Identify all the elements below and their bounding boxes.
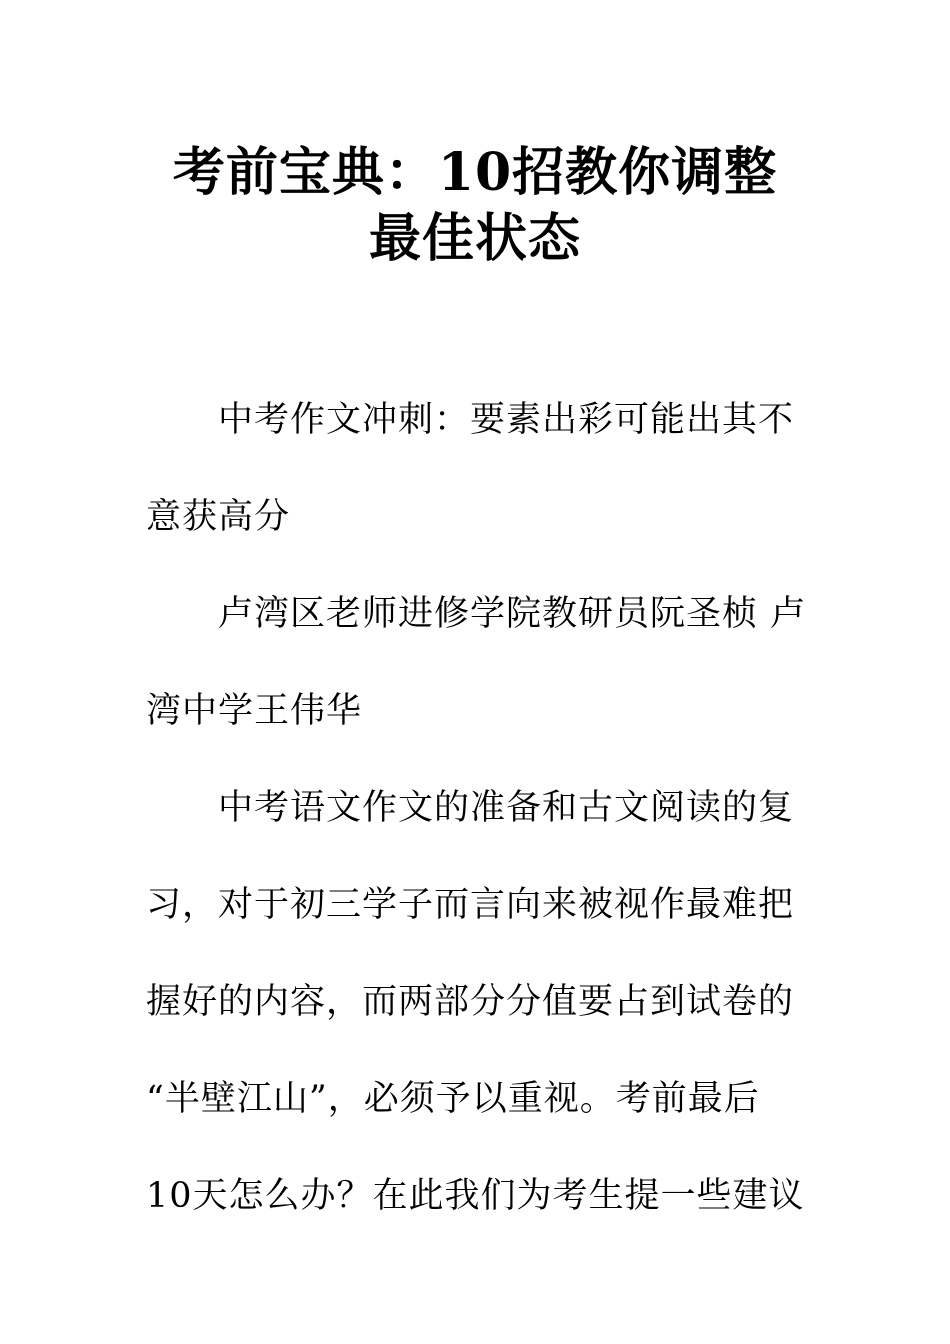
paragraph-authors bbox=[146, 566, 811, 760]
text-line: 卢湾区老师进修学院教研员阮圣桢 卢 bbox=[218, 594, 807, 634]
text-line: 中考语文作文的准备和古文阅读的复 bbox=[218, 788, 795, 828]
text-line: 意获高分 bbox=[146, 497, 291, 537]
document-title bbox=[140, 140, 810, 272]
text-line: 湾中学王伟华 bbox=[146, 691, 363, 731]
title-line: 考前宝典：10招教你调整 bbox=[172, 142, 778, 203]
text-line: 中考作文冲刺：要素出彩可能出其不 bbox=[218, 400, 795, 440]
document-body bbox=[146, 372, 811, 1245]
title-line: 最佳状态 bbox=[368, 208, 581, 269]
text-line: 10天怎么办？在此我们为考生提一些建议 bbox=[146, 1176, 805, 1216]
text-line: “半壁江山”，必须予以重视。考前最后 bbox=[146, 1079, 760, 1119]
paragraph-intro bbox=[146, 760, 811, 1245]
text-line: 握好的内容，而两部分分值要占到试卷的 bbox=[146, 982, 795, 1022]
text-line: 习，对于初三学子而言向来被视作最难把 bbox=[146, 885, 795, 925]
paragraph-subtitle bbox=[146, 372, 811, 566]
